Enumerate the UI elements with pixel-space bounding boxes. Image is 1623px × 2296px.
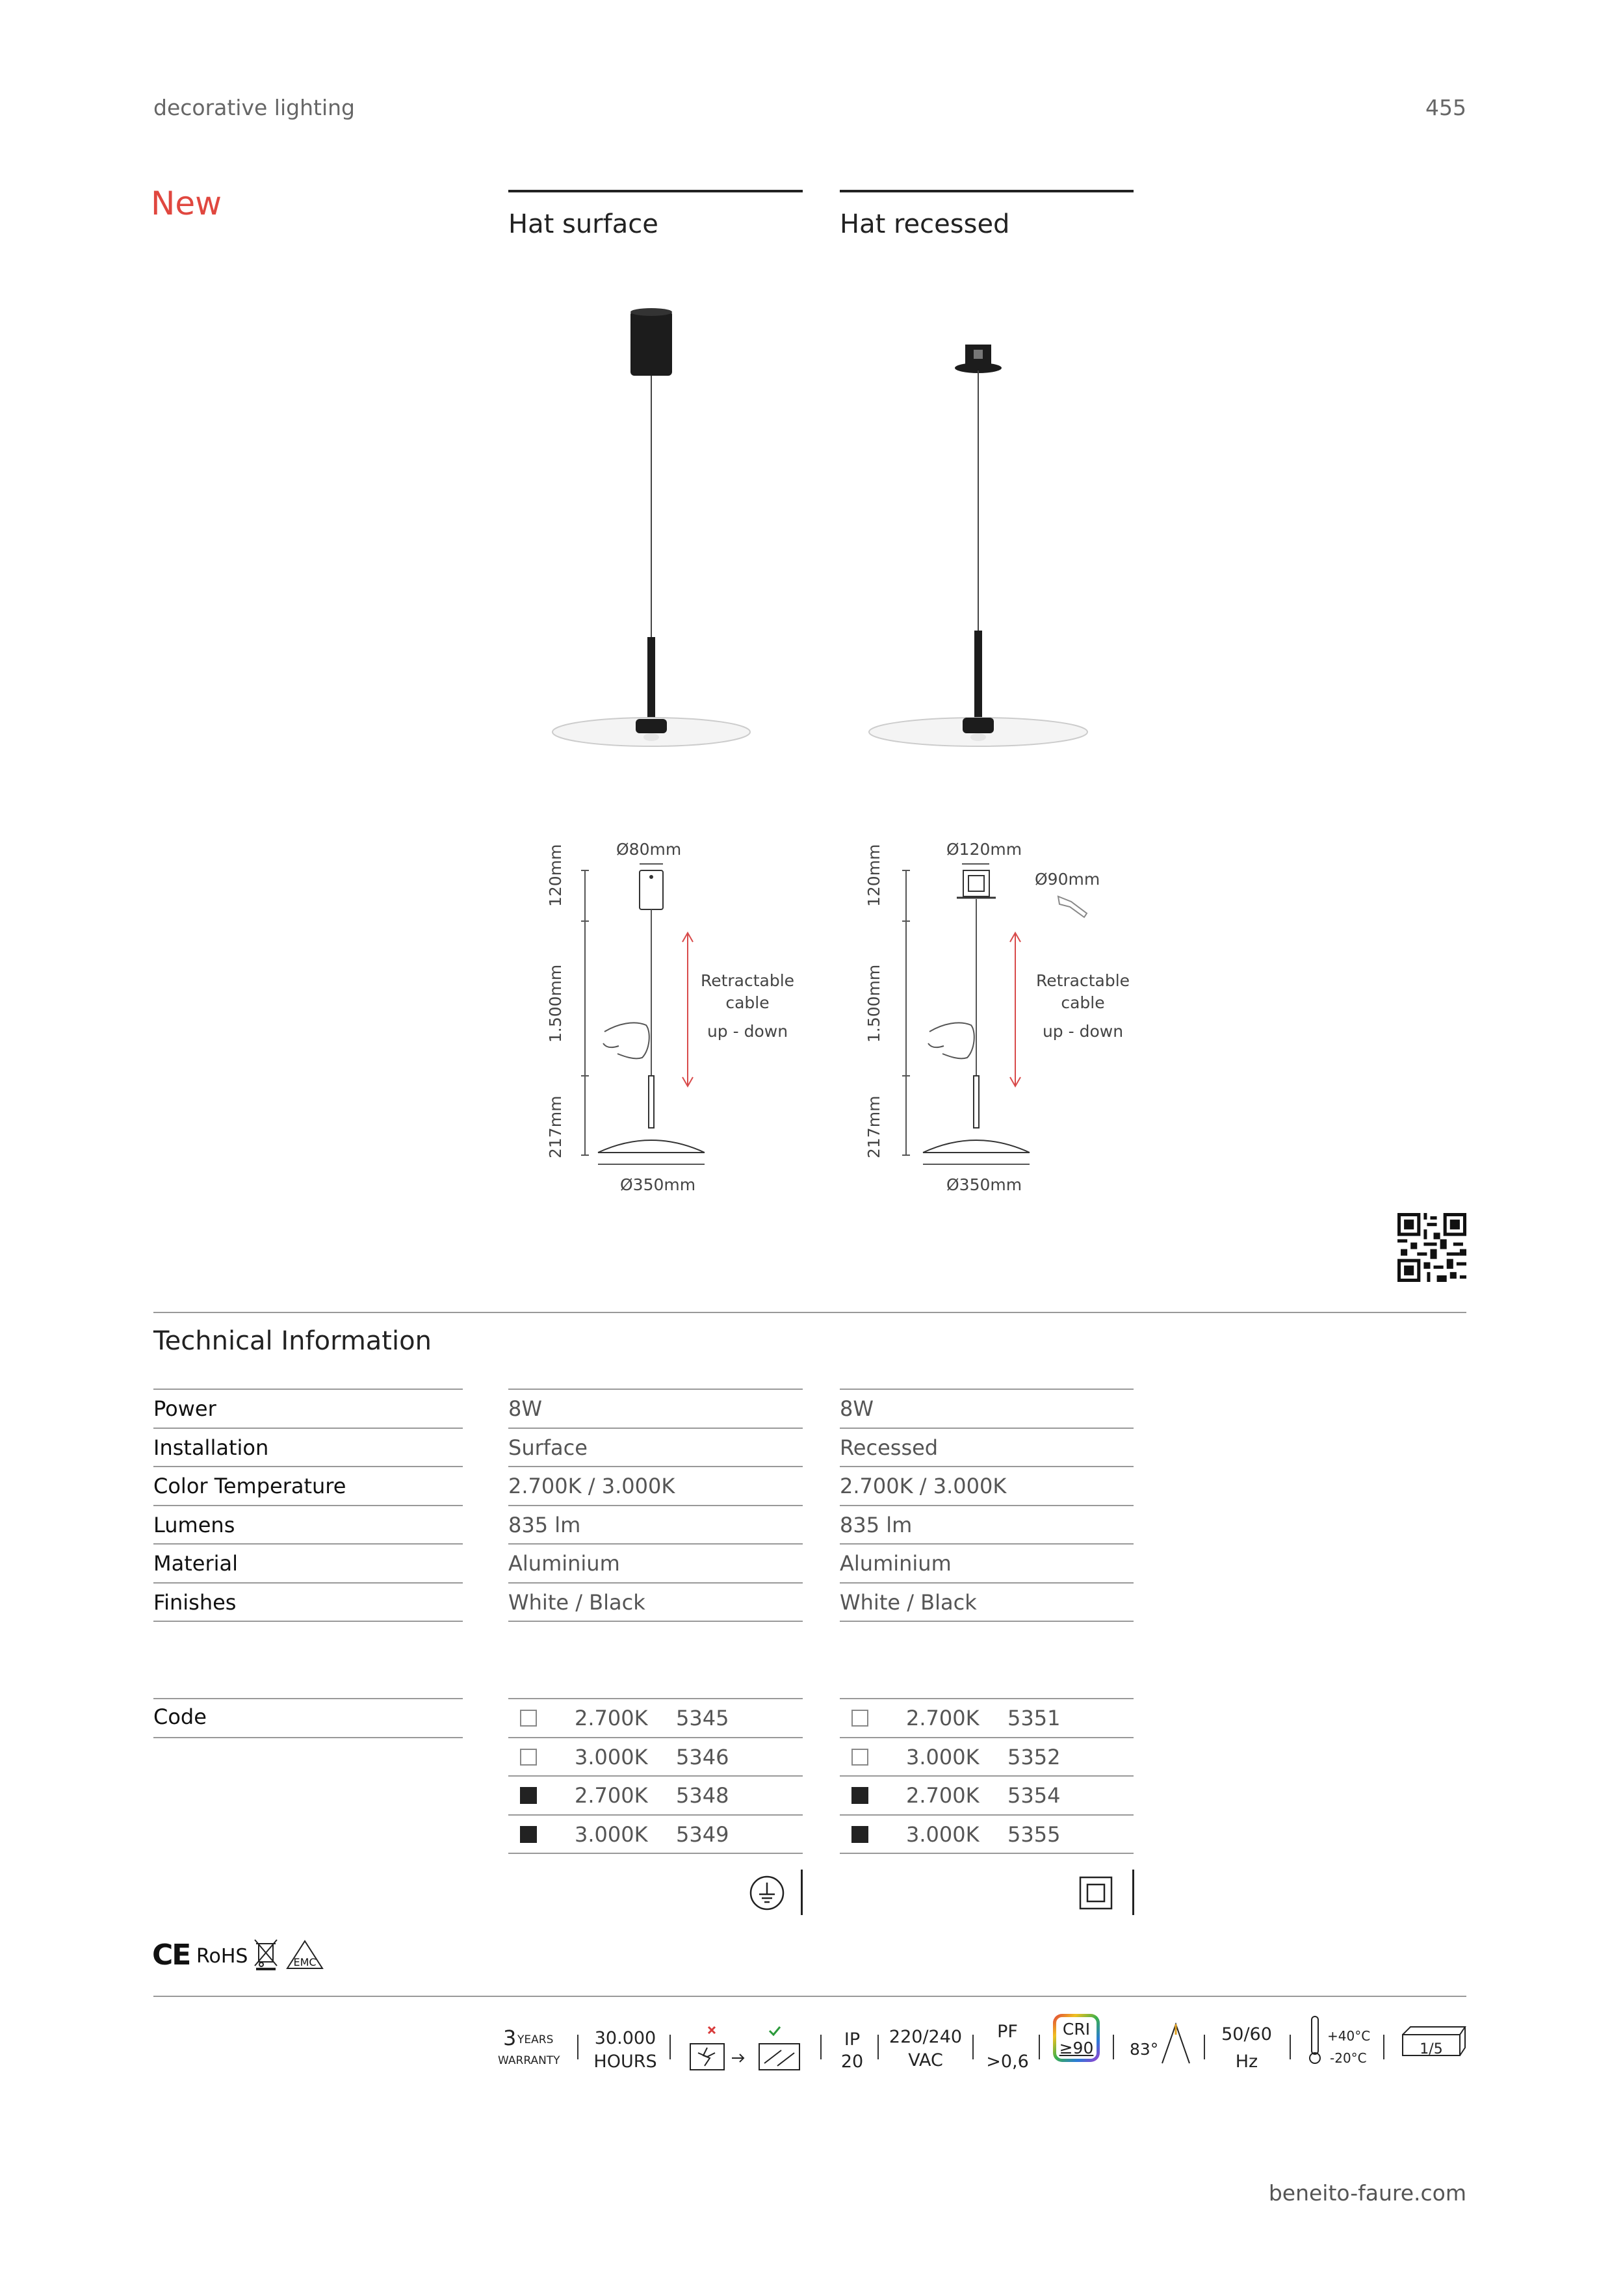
code-row-rule <box>508 1775 803 1777</box>
tech-value-recessed: 2.700K / 3.000K <box>840 1474 1007 1498</box>
ce-mark: CE <box>152 1938 190 1972</box>
website-footer[interactable]: beneito-faure.com <box>1268 2180 1466 2206</box>
product-code: 5352 <box>1007 1745 1061 1769</box>
finish-swatch-black <box>520 1787 537 1804</box>
no-glass-breakage-icon <box>684 2024 807 2076</box>
hours-number: 30.000 <box>594 2028 656 2048</box>
finish-swatch-black <box>851 1787 868 1804</box>
tech-row-rule <box>840 1621 1134 1622</box>
finish-swatch-white <box>520 1710 537 1727</box>
product-photo-recessed <box>877 338 1098 774</box>
code-row-rule <box>508 1853 803 1854</box>
code-row-rule <box>840 1737 1134 1738</box>
tech-row-rule <box>153 1466 463 1467</box>
warranty-number: 3 <box>503 2026 517 2050</box>
code-temperature: 3.000K <box>575 1745 648 1769</box>
spec-top-rule <box>153 1996 1466 1997</box>
hours-word: HOURS <box>593 2052 657 2072</box>
tech-label: Color Temperature <box>153 1474 346 1498</box>
tech-label: Finishes <box>153 1590 237 1615</box>
tech-row-rule <box>153 1428 463 1429</box>
height-top-recessed: 120mm <box>864 844 883 907</box>
product-title-recessed: Hat recessed <box>840 209 1010 239</box>
tech-value-recessed: White / Black <box>840 1590 977 1615</box>
cable-label-recessed-3: up - down <box>1042 1022 1124 1041</box>
product-rule-surface <box>508 190 803 192</box>
qr-code[interactable] <box>1397 1213 1466 1282</box>
pf-label: PF <box>997 2022 1018 2042</box>
cable-label-surface-2: cable <box>725 993 770 1012</box>
code-rule-bottom <box>153 1737 463 1738</box>
code-row-rule <box>840 1814 1134 1816</box>
tech-label: Lumens <box>153 1513 235 1537</box>
tech-row-rule <box>840 1466 1134 1467</box>
tech-row-rule <box>508 1466 803 1467</box>
tech-row-rule <box>153 1543 463 1545</box>
bottom-diameter-recessed: Ø350mm <box>946 1175 1022 1194</box>
tech-row-rule <box>508 1505 803 1506</box>
code-temperature: 2.700K <box>906 1706 980 1730</box>
height-shade-recessed: 217mm <box>864 1095 883 1158</box>
tech-value-recessed: 835 lm <box>840 1513 913 1537</box>
product-code: 5355 <box>1007 1822 1061 1847</box>
code-temperature: 3.000K <box>575 1822 648 1847</box>
code-row-rule <box>508 1814 803 1816</box>
tech-row-rule <box>508 1582 803 1584</box>
tech-row-rule <box>840 1428 1134 1429</box>
install-class-divider-recessed <box>1132 1870 1134 1915</box>
tech-row-rule <box>840 1505 1134 1506</box>
bottom-diameter-surface: Ø350mm <box>620 1175 696 1194</box>
height-shade-surface: 217mm <box>546 1095 565 1158</box>
cable-label-surface-3: up - down <box>707 1022 788 1041</box>
technical-title: Technical Information <box>153 1326 432 1356</box>
tech-row-rule <box>153 1505 463 1506</box>
double-insulation-icon <box>1079 1876 1113 1910</box>
code-row-rule <box>840 1775 1134 1777</box>
tech-value-recessed: Recessed <box>840 1435 939 1460</box>
code-temperature: 2.700K <box>906 1783 980 1808</box>
svg-text:EMC: EMC <box>293 1956 317 1968</box>
earth-ground-icon <box>749 1875 785 1911</box>
rohs-mark: RoHS <box>196 1945 248 1968</box>
product-code: 5345 <box>676 1706 729 1730</box>
technical-top-rule <box>153 1312 1466 1313</box>
tech-row-rule <box>508 1543 803 1545</box>
product-code: 5354 <box>1007 1783 1061 1808</box>
tech-row-rule <box>840 1582 1134 1584</box>
height-cable-recessed: 1.500mm <box>864 964 883 1043</box>
category-label: decorative lighting <box>153 95 355 120</box>
temp-min: -20°C <box>1330 2050 1367 2066</box>
beam-angle: 83° <box>1130 2040 1159 2059</box>
tech-label: Installation <box>153 1435 269 1460</box>
thermometer-icon <box>1305 2014 1325 2066</box>
code-rule-top <box>153 1698 463 1699</box>
voltage-value: 220/240 <box>889 2027 963 2047</box>
code-temperature: 3.000K <box>906 1745 980 1769</box>
tech-value-surface: 835 lm <box>508 1513 581 1537</box>
finish-swatch-white <box>851 1749 868 1766</box>
tech-value-recessed: 8W <box>840 1396 874 1421</box>
tech-value-surface: Aluminium <box>508 1551 620 1576</box>
product-code: 5346 <box>676 1745 729 1769</box>
emc-mark-icon <box>286 1940 324 1970</box>
code-row-rule <box>840 1853 1134 1854</box>
product-code: 5348 <box>676 1783 729 1808</box>
tech-row-rule <box>508 1428 803 1429</box>
warranty-years: YEARS <box>517 2033 554 2046</box>
cable-label-recessed-1: Retractable <box>1035 971 1130 990</box>
weee-bin-icon <box>253 1938 279 1971</box>
finish-swatch-white <box>851 1710 868 1727</box>
dimension-drawing-recessed <box>892 861 1100 1167</box>
warranty-word: WARRANTY <box>498 2054 560 2067</box>
top-diameter-surface: Ø80mm <box>616 840 682 859</box>
ip-label: IP <box>844 2029 861 2050</box>
package-quantity: 1/5 <box>1420 2041 1443 2057</box>
cable-label-surface-1: Retractable <box>700 971 795 990</box>
height-cable-surface: 1.500mm <box>546 964 565 1043</box>
temp-max: +40°C <box>1327 2028 1371 2044</box>
frequency-unit: Hz <box>1235 2052 1258 2072</box>
tech-label: Power <box>153 1396 216 1421</box>
tech-value-surface: Surface <box>508 1435 588 1460</box>
ip-value: 20 <box>840 2052 864 2072</box>
tech-label: Material <box>153 1551 238 1576</box>
tech-value-recessed: Aluminium <box>840 1551 952 1576</box>
finish-swatch-white <box>520 1749 537 1766</box>
tech-row-rule <box>508 1621 803 1622</box>
cri-value: ≥90 <box>1059 2039 1094 2057</box>
cri-badge <box>1053 2014 1100 2062</box>
tech-value-surface: White / Black <box>508 1590 645 1615</box>
code-label: Code <box>153 1704 207 1729</box>
height-top-surface: 120mm <box>546 844 565 907</box>
pf-value: >0,6 <box>986 2052 1029 2072</box>
code-temperature: 2.700K <box>575 1706 648 1730</box>
code-temperature: 3.000K <box>906 1822 980 1847</box>
page-number: 455 <box>1425 95 1466 120</box>
frequency-value: 50/60 <box>1221 2024 1272 2044</box>
top-diameter-recessed: Ø120mm <box>946 840 1022 859</box>
finish-swatch-black <box>851 1826 868 1843</box>
new-badge: New <box>151 185 222 222</box>
install-class-divider-surface <box>801 1870 803 1915</box>
tech-row-rule <box>153 1582 463 1584</box>
dimension-drawing-surface <box>572 861 741 1167</box>
product-code: 5351 <box>1007 1706 1061 1730</box>
tech-value-surface: 8W <box>508 1396 542 1421</box>
cri-label: CRI <box>1062 2020 1091 2039</box>
code-row-rule <box>508 1737 803 1738</box>
tech-row-rule <box>153 1621 463 1622</box>
tech-value-surface: 2.700K / 3.000K <box>508 1474 675 1498</box>
product-code: 5349 <box>676 1822 729 1847</box>
product-photo-surface <box>546 306 767 774</box>
tech-row-rule <box>840 1543 1134 1545</box>
beam-angle-icon <box>1160 2022 1192 2065</box>
cutout-diameter-recessed: Ø90mm <box>1035 870 1100 889</box>
product-rule-recessed <box>840 190 1134 192</box>
voltage-unit: VAC <box>908 2050 943 2070</box>
product-title-surface: Hat surface <box>508 209 658 239</box>
cable-label-recessed-2: cable <box>1061 993 1105 1012</box>
code-temperature: 2.700K <box>575 1783 648 1808</box>
finish-swatch-black <box>520 1826 537 1843</box>
